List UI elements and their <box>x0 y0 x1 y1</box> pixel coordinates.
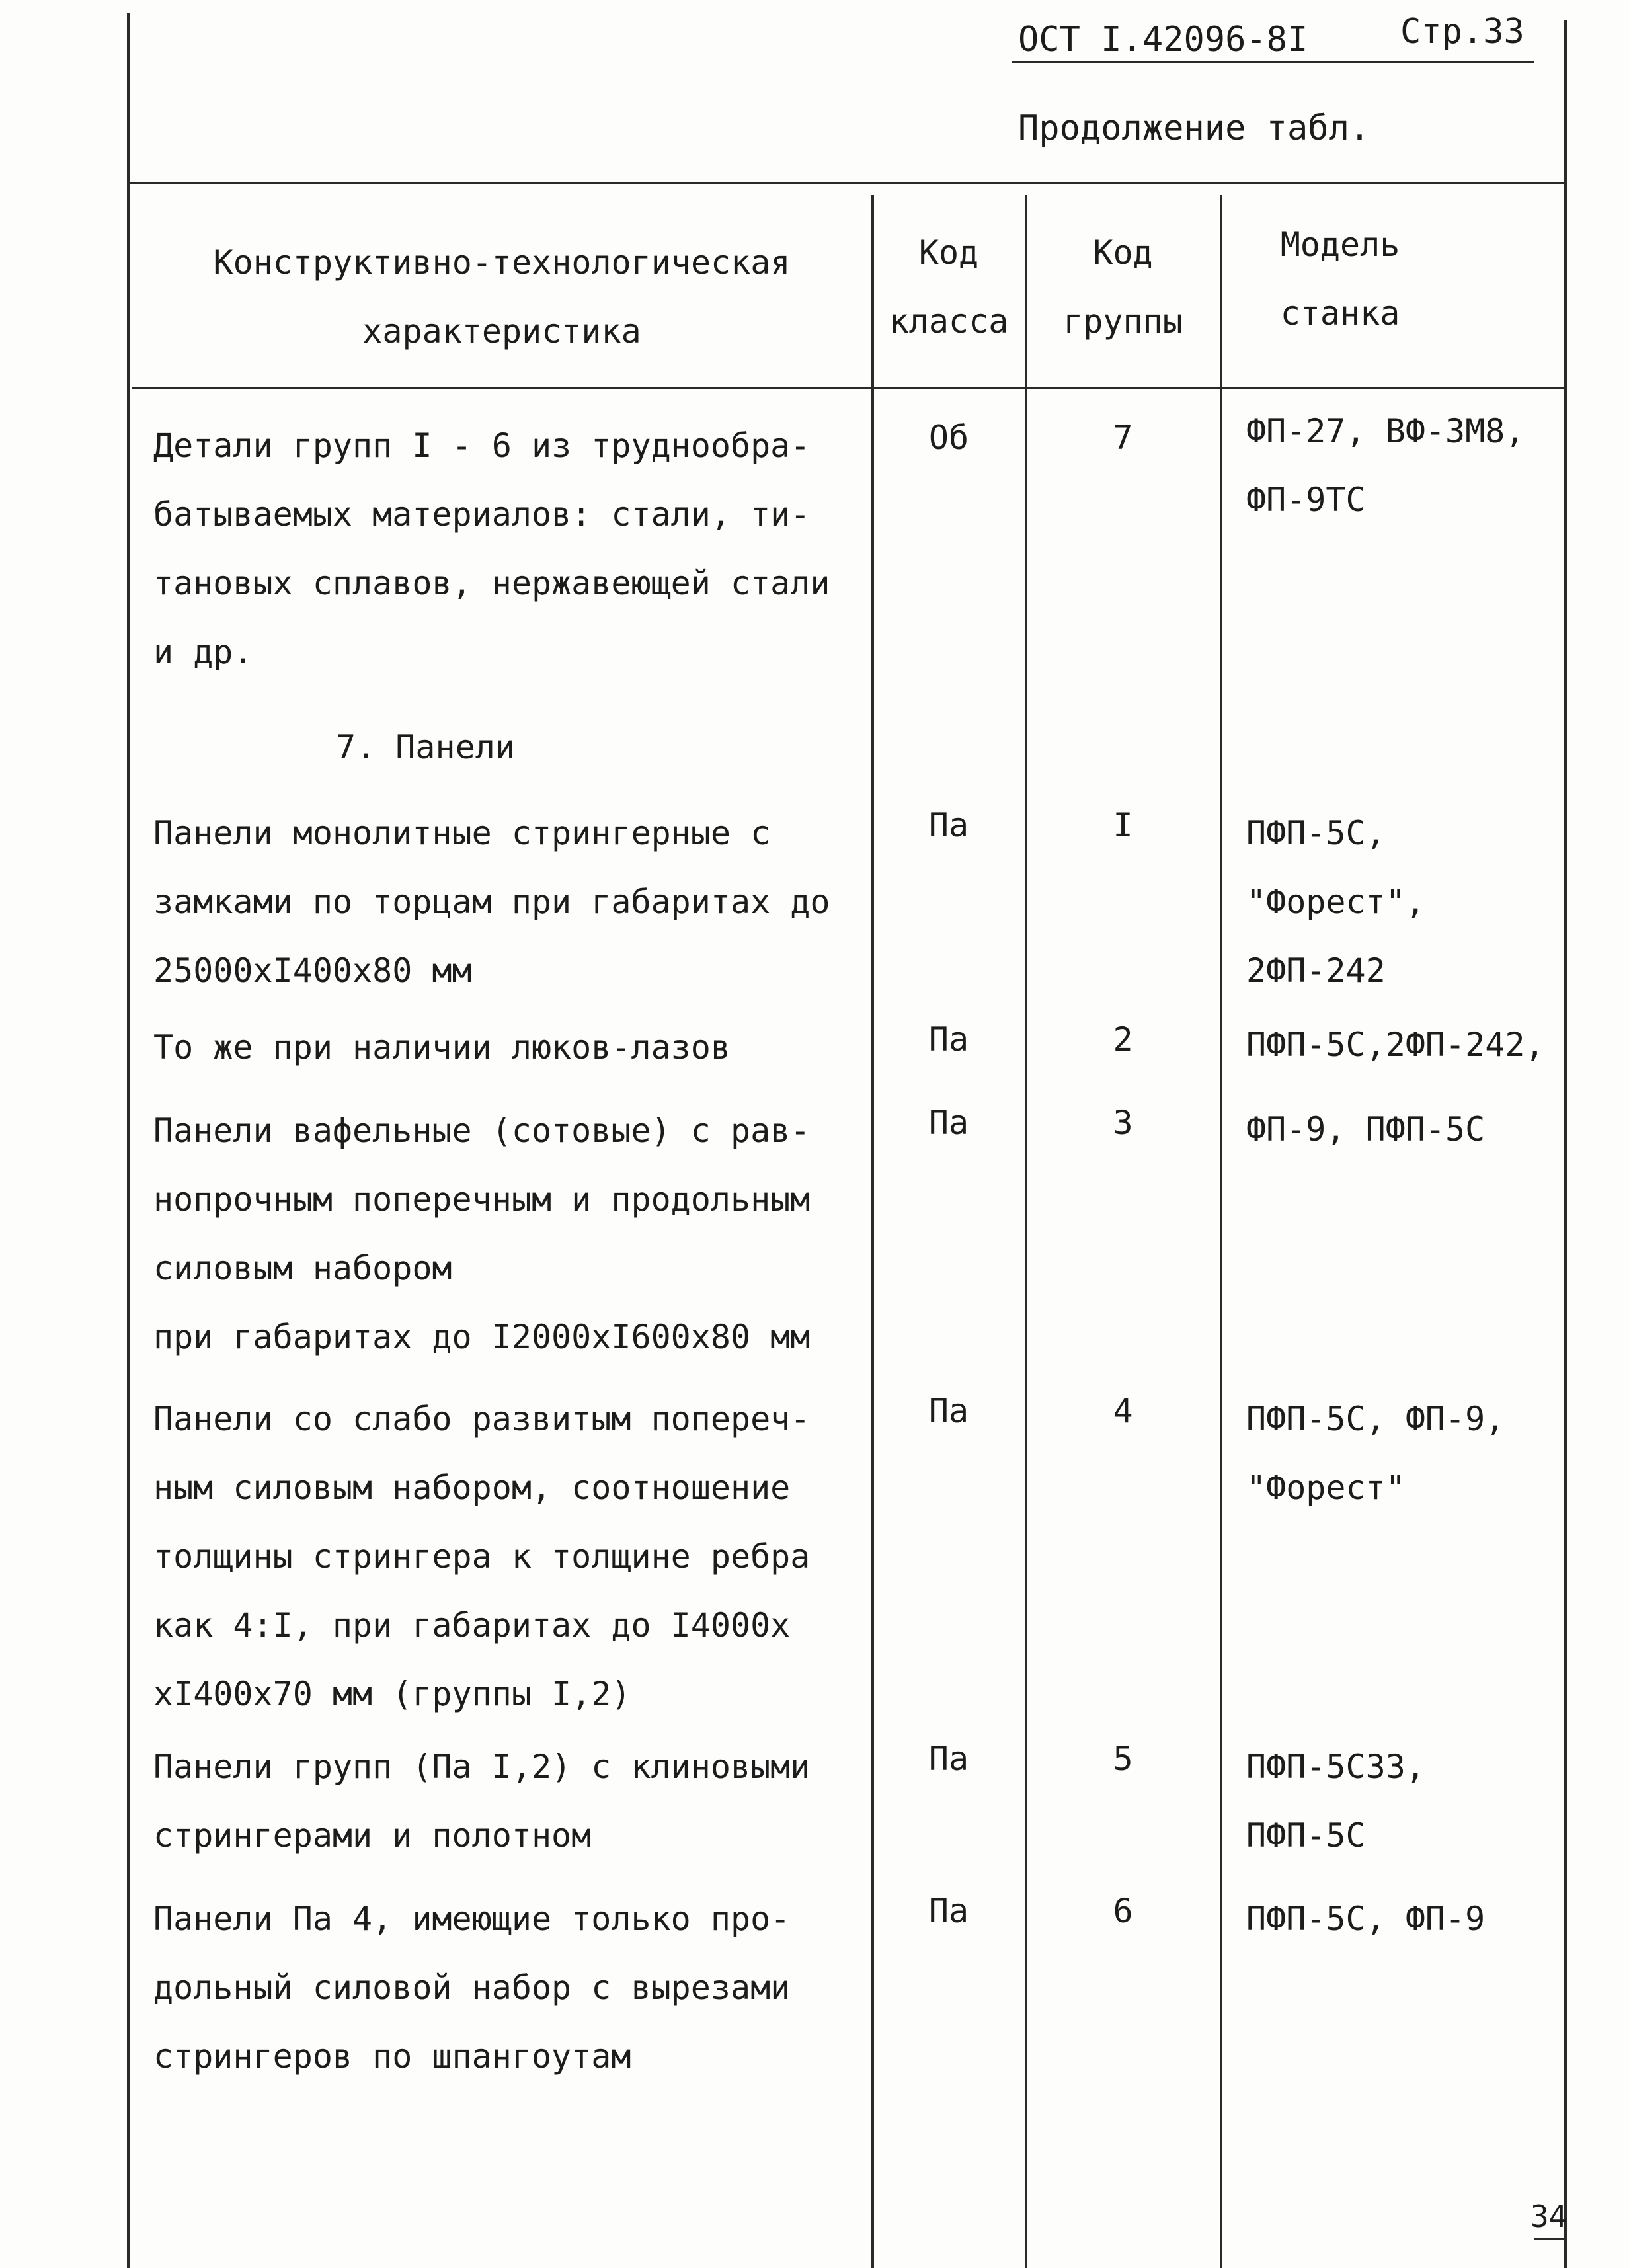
table-row-machine-model: ПФП-5С,2ФП-242, <box>1246 1026 1545 1064</box>
frame-left-border <box>127 13 130 2268</box>
table-row-characteristic: Детали групп I - 6 из труднообра- батываемых материалов: стали, ти- тановых сплавов, нержавеющей стали и др. <box>153 426 830 671</box>
column-header-characteristic: Конструктивно-технологическая характеристика <box>213 243 791 350</box>
table-row-group-code: 7 <box>1113 419 1133 457</box>
table-row-machine-model: ПФП-5С, ФП-9 <box>1246 1900 1486 1938</box>
table-row-machine-model: ПФП-5С, ФП-9, "Форест" <box>1246 1400 1505 1507</box>
table-row-class-code: Па <box>928 1892 969 1930</box>
page-reference: Стр.33 <box>1400 12 1525 52</box>
table-row-class-code: Па <box>928 1104 969 1142</box>
table-row-group-code: I <box>1113 806 1133 844</box>
table-row-group-code: 4 <box>1113 1392 1133 1430</box>
column-divider-group <box>1025 195 1027 2268</box>
column-header-machine-model: Модель станка <box>1280 225 1400 333</box>
table-row-class-code: Па <box>928 1392 969 1430</box>
table-row-machine-model: ФП-27, ВФ-3М8, ФП-9ТС <box>1246 412 1525 519</box>
table-row-class-code: Об <box>928 419 969 457</box>
sheet-number-rule <box>1534 2238 1566 2240</box>
table-row-characteristic: Панели монолитные стрингерные с замками по торцам при габаритах до 25000хI400х80 мм <box>153 814 830 990</box>
table-row-machine-model: ФП-9, ПФП-5С <box>1246 1110 1486 1149</box>
table-row-class-code: Па <box>928 1740 969 1778</box>
table-continuation: Продолжение табл. <box>1018 108 1371 148</box>
table-row-class-code: Па <box>928 1020 969 1059</box>
header-underline <box>1012 61 1534 63</box>
column-header-group-code: Код группы <box>1063 233 1183 341</box>
frame-right-border <box>1564 20 1567 2268</box>
document-standard: ОСТ I.42096-8I <box>1018 20 1308 60</box>
table-header-rule <box>132 387 1564 389</box>
table-row-group-code: 3 <box>1113 1104 1133 1142</box>
table-row-class-code: Па <box>928 806 969 844</box>
table-row-group-code: 5 <box>1113 1740 1133 1778</box>
sheet-number: 34 <box>1530 2199 1568 2234</box>
column-divider-model <box>1220 195 1222 2268</box>
column-header-class-code: Код класса <box>889 233 1009 341</box>
column-divider-class <box>871 195 874 2268</box>
table-row-characteristic: Панели Па 4, имеющие только про- дольный силовой набор с вырезами стрингеров по шпангоутам <box>153 1900 791 2076</box>
table-row-machine-model: ПФП-5С33, ПФП-5С <box>1246 1748 1425 1855</box>
table-row-machine-model: ПФП-5С, "Форест", 2ФП-242 <box>1246 814 1425 990</box>
section-title: 7. Панели <box>336 728 515 766</box>
table-top-rule <box>128 182 1564 184</box>
table-row-characteristic: Панели вафельные (сотовые) с рав- нопрочным поперечным и продольным силовым набором при габаритах до I2000хI600х80 мм <box>153 1112 811 1356</box>
table-row-group-code: 6 <box>1113 1892 1133 1930</box>
table-row-group-code: 2 <box>1113 1020 1133 1059</box>
table-row-characteristic: Панели со слабо развитым попереч- ным силовым набором, соотношение толщины стрингера к толщине ребра как 4:I, при габаритах до I4000х хI400х70 мм (группы I,2) <box>153 1400 811 1713</box>
table-row-characteristic: Панели групп (Па I,2) с клиновыми стрингерами и полотном <box>153 1748 811 1855</box>
table-row-characteristic: То же при наличии люков-лазов <box>153 1028 731 1067</box>
